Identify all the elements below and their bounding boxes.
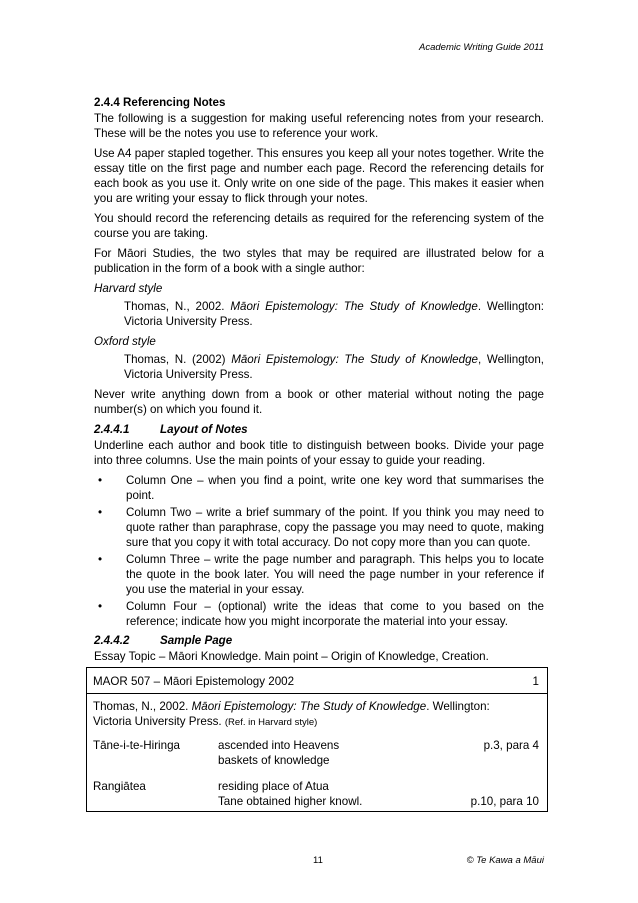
harvard-reference <box>124 299 544 329</box>
paragraph: The following is a suggestion for making useful referencing notes from your research. These will be the notes you use to reference your work. <box>94 112 544 140</box>
entry-page: p.3, para 4 <box>483 739 539 752</box>
ref-title: Māori Epistemology: The Study of Knowledge <box>191 700 427 713</box>
running-header: Academic Writing Guide 2011 <box>419 42 544 53</box>
page-content <box>94 95 544 669</box>
sample-citation <box>93 699 517 730</box>
paragraph: For Māori Studies, the two styles that may be required are illustrated below for a publication in the form of a book with a single author: <box>94 247 544 275</box>
ref-author: Thomas, N. (2002) <box>124 353 226 366</box>
paragraph: Never write anything down from a book or other material without noting the page number(s) on which you found it. <box>94 388 544 416</box>
column-list <box>94 473 544 629</box>
entry-page: p.10, para 10 <box>470 795 539 808</box>
list-item: • Column One – when you find a point, write one key word that summarises the point. <box>94 473 544 503</box>
subsection-title: Layout of Notes <box>160 423 248 436</box>
ref-publisher: . Wellington: Victoria University Press. <box>93 700 490 728</box>
sample-box-header <box>93 674 539 689</box>
entry-description <box>218 779 362 809</box>
subsection-heading <box>94 633 544 648</box>
entry-desc-line: ascended into Heavens <box>218 739 340 752</box>
ref-author: Thomas, N., 2002. <box>93 700 189 713</box>
sample-page-box <box>86 667 548 812</box>
ref-style-note: (Ref. in Harvard style) <box>224 717 318 728</box>
list-item: • Column Four – (optional) write the ideas that come to you based on the reference; indicate how you might incorporate the material into your essay. <box>94 599 544 629</box>
oxford-style-label: Oxford style <box>94 335 156 348</box>
ref-title: Māori Epistemology: The Study of Knowledge <box>230 300 478 313</box>
ref-title: Māori Epistemology: The Study of Knowledge <box>231 353 478 366</box>
page-number: 11 <box>313 855 323 866</box>
ref-author: Thomas, N., 2002. <box>124 300 225 313</box>
paragraph: Underline each author and book title to distinguish between books. Divide your page into three columns. Use the main points of your essay to guide your reading. <box>94 439 544 467</box>
oxford-reference <box>124 352 544 382</box>
list-item: • Column Three – write the page number and paragraph. This helps you to locate the quote in the book later. You will need the page number in your reference if you use the material in your essay. <box>94 552 544 597</box>
section-heading: 2.4.4 Referencing Notes <box>94 96 226 109</box>
divider <box>87 693 547 694</box>
subsection-number: 2.4.4.2 <box>94 634 130 647</box>
ref-publisher: , Wellington, Victoria University Press. <box>124 353 544 381</box>
sample-page-number: 1 <box>532 675 539 688</box>
course-title: MAOR 507 – Māori Epistemology 2002 <box>93 675 295 688</box>
harvard-style-label: Harvard style <box>94 282 163 295</box>
entry-desc-line: Tane obtained higher knowl. <box>218 795 363 808</box>
entry-desc-line: baskets of knowledge <box>218 754 330 767</box>
ref-publisher: . Wellington: Victoria University Press. <box>124 300 544 328</box>
paragraph: Use A4 paper stapled together. This ensures you keep all your notes together. Write the essay title on the first page and number each page. Record the referencing details for each book as you use it. Only write on one side of the page. This makes it easier when you are writing your essay to flick through your notes. <box>94 147 544 205</box>
entry-desc-line: residing place of Atua <box>218 780 329 793</box>
list-item: • Column Two – write a brief summary of the point. If you think you may need to quote rather than paraphrase, copy the passage you may need to quote, making sure that you copy it with total accuracy. Do not copy more than you can quote. <box>94 505 544 550</box>
copyright: © Te Kawa a Māui <box>466 855 544 866</box>
entry-term: Rangiātea <box>93 780 146 793</box>
subsection-number: 2.4.4.1 <box>94 423 130 436</box>
paragraph: You should record the referencing details as required for the referencing system of the course you are taking. <box>94 212 544 240</box>
subsection-heading <box>94 422 544 437</box>
entry-description <box>218 738 339 768</box>
entry-term: Tāne-i-te-Hiringa <box>93 739 180 752</box>
subsection-title: Sample Page <box>160 634 233 647</box>
paragraph: Essay Topic – Māori Knowledge. Main point – Origin of Knowledge, Creation. <box>94 650 489 663</box>
